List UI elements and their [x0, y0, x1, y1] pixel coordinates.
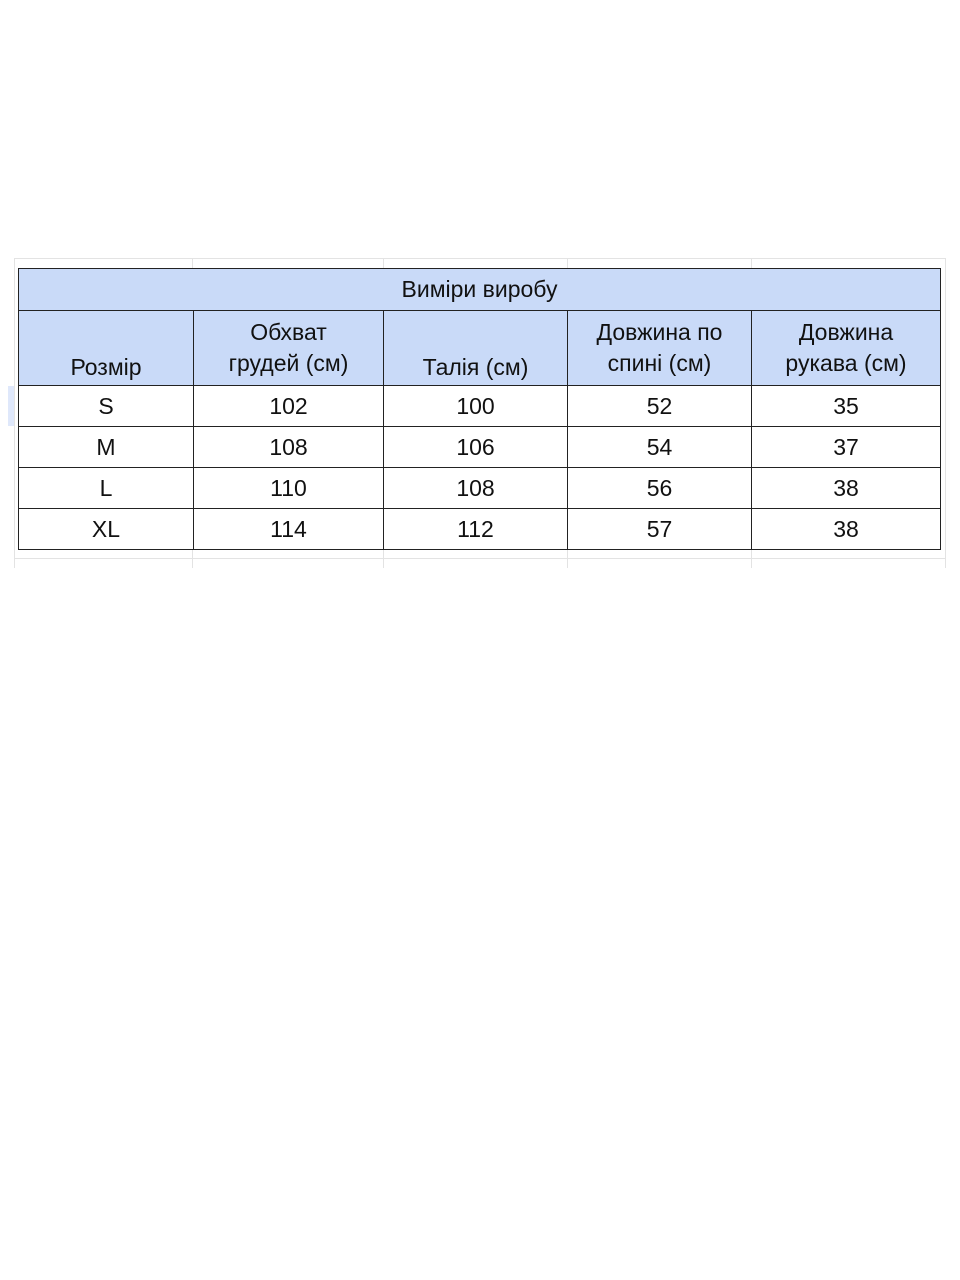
header-sleeve-length-line-2: рукава (см): [785, 350, 907, 376]
cell-waist[interactable]: 106: [384, 427, 568, 468]
cell-size[interactable]: M: [19, 427, 194, 468]
gridline: [945, 258, 946, 568]
header-sleeve-length-line-1: Довжина: [798, 319, 894, 345]
cell-sleeve-length[interactable]: 37: [752, 427, 941, 468]
gridline: [14, 258, 946, 259]
header-waist[interactable]: Талія (см): [384, 311, 568, 386]
cell-back-length[interactable]: 57: [568, 509, 752, 550]
cell-back-length[interactable]: 56: [568, 468, 752, 509]
header-chest[interactable]: [194, 311, 384, 386]
cell-sleeve-length[interactable]: 38: [752, 509, 941, 550]
cell-sleeve-length[interactable]: 38: [752, 468, 941, 509]
selected-row-marker: [8, 386, 14, 426]
cell-waist[interactable]: 108: [384, 468, 568, 509]
header-size[interactable]: Розмір: [19, 311, 194, 386]
gridline: [14, 558, 946, 559]
table-row: [19, 386, 941, 427]
cell-size[interactable]: XL: [19, 509, 194, 550]
cell-chest[interactable]: 102: [194, 386, 384, 427]
cell-waist[interactable]: 100: [384, 386, 568, 427]
cell-back-length[interactable]: 54: [568, 427, 752, 468]
table-row: [19, 427, 941, 468]
cell-back-length[interactable]: 52: [568, 386, 752, 427]
cell-size[interactable]: L: [19, 468, 194, 509]
cell-chest[interactable]: 110: [194, 468, 384, 509]
table-header-row: [19, 311, 941, 386]
cell-chest[interactable]: 108: [194, 427, 384, 468]
cell-sleeve-length[interactable]: 35: [752, 386, 941, 427]
gridline: [14, 258, 15, 568]
cell-chest[interactable]: 114: [194, 509, 384, 550]
table-row: [19, 468, 941, 509]
table-title[interactable]: Виміри виробу: [19, 269, 941, 311]
size-chart-table: [18, 268, 941, 550]
table-title-row: [19, 269, 941, 311]
header-back-length[interactable]: [568, 311, 752, 386]
header-chest-line-1: Обхват: [250, 319, 327, 345]
cell-waist[interactable]: 112: [384, 509, 568, 550]
header-sleeve-length[interactable]: [752, 311, 941, 386]
header-back-length-line-1: Довжина по: [596, 319, 723, 345]
cell-size[interactable]: S: [19, 386, 194, 427]
header-back-length-line-2: спині (см): [607, 350, 712, 376]
table-row: [19, 509, 941, 550]
header-chest-line-2: грудей (см): [228, 350, 349, 376]
